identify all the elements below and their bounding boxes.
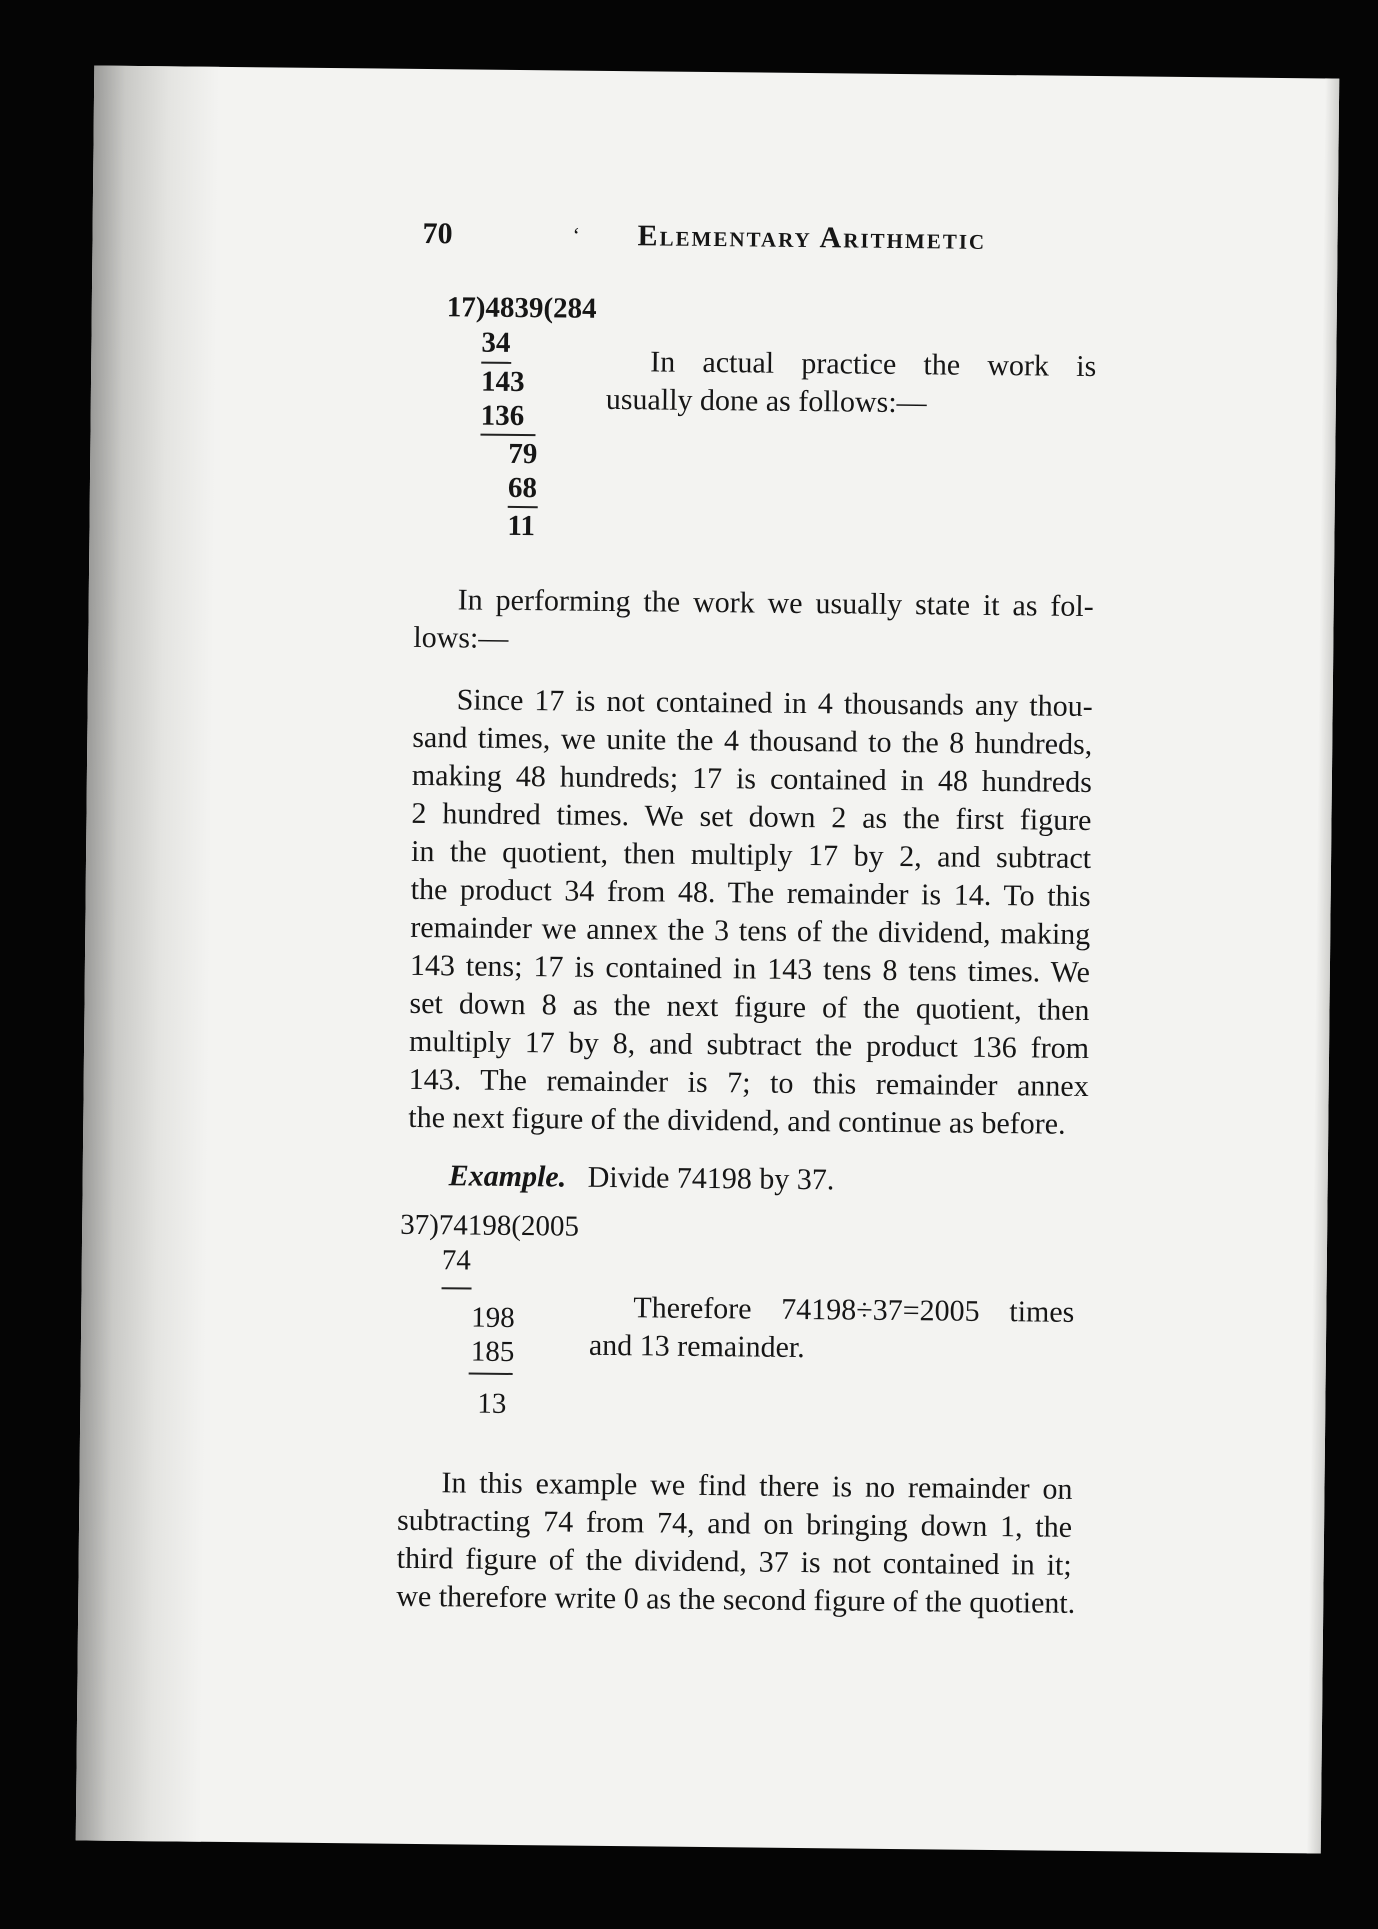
division1-row: 68 <box>507 471 538 505</box>
text-line: 143. The remainder is 7; to this remainder annex <box>408 1062 1089 1103</box>
division1-row: 143 <box>480 365 525 399</box>
header-mark: ‘ <box>572 222 581 248</box>
text-line: remainder we annex the 3 tens of the dividend, making <box>410 910 1091 952</box>
example-line <box>449 1157 835 1199</box>
text-line: Since 17 is not contained in 4 thousands any thou- <box>456 683 1093 724</box>
text-line: In this example we find there is no remainder on <box>441 1466 1073 1506</box>
paragraph-2 <box>408 681 1093 1144</box>
page-edge <box>1307 78 1340 1853</box>
division2-rule <box>469 1373 513 1375</box>
division2-row: 74 <box>441 1244 472 1277</box>
text-line: lows:— <box>413 620 509 655</box>
text-line: sand times, we unite the 4 thousand to the 8 hundreds, <box>412 720 1093 762</box>
text-line: 2 hundred times. We set down 2 as the first figure <box>411 796 1092 838</box>
example-label: Example. <box>448 1159 567 1194</box>
text-line: In performing the work we usually state it as fol- <box>457 583 1094 624</box>
text-line: usually done as follows:— <box>605 382 927 420</box>
division1-row: 34 <box>481 326 511 359</box>
division2-row: 198 <box>471 1301 515 1335</box>
text-line: the next figure of the dividend, and continue as before. <box>408 1100 1066 1141</box>
text-line: third figure of the dividend, 37 is not contained in it; <box>396 1541 1072 1582</box>
text-line: multiply 17 by 8, and subtract the product 136 from <box>408 1024 1090 1065</box>
division1-head: 17)4839(284 <box>446 291 597 325</box>
book-page <box>76 66 1340 1854</box>
division1-row: 136 <box>480 399 525 433</box>
division1-rule <box>508 506 538 508</box>
text-line: In actual practice the work is <box>650 345 1097 384</box>
division1-rule <box>480 434 535 437</box>
page-gutter <box>76 66 220 1842</box>
text-line: the product 34 from 48. The remainder is 14. To this <box>410 872 1091 914</box>
text-line: 143 tens; 17 is contained in 143 tens 8 tens times. We <box>409 948 1091 990</box>
text-line: subtracting 74 from 74, and on bringing down 1, the <box>396 1503 1073 1544</box>
division1-rule <box>481 362 511 364</box>
division2-row: 13 <box>477 1387 507 1420</box>
text-line: in the quotient, then multiply 17 by 2, and subtract <box>410 834 1092 876</box>
division2-row: 185 <box>470 1335 515 1368</box>
example-text: Divide 74198 by 37. <box>587 1160 835 1197</box>
division2-rule <box>442 1287 472 1289</box>
text-line: Therefore 74198÷37=2005 times <box>633 1291 1075 1329</box>
side-note-1 <box>606 343 1097 424</box>
paragraph-3 <box>396 1464 1076 1623</box>
side-note-2 <box>589 1289 1075 1370</box>
text-line: and 13 remainder. <box>588 1328 805 1365</box>
running-title: Elementary Arithmetic <box>637 219 987 256</box>
paragraph-1 <box>413 581 1094 664</box>
division1-row: 11 <box>507 509 536 543</box>
page-number: 70 <box>422 216 453 251</box>
division1-row: 79 <box>508 437 538 471</box>
text-line: we therefore write 0 as the second figure of the quotient. <box>396 1579 1076 1620</box>
division2-head: 37)74198(2005 <box>400 1208 580 1243</box>
text-line: making 48 hundreds; 17 is contained in 48 hundreds <box>411 758 1093 800</box>
text-line: set down 8 as the next figure of the quotient, then <box>409 986 1090 1028</box>
